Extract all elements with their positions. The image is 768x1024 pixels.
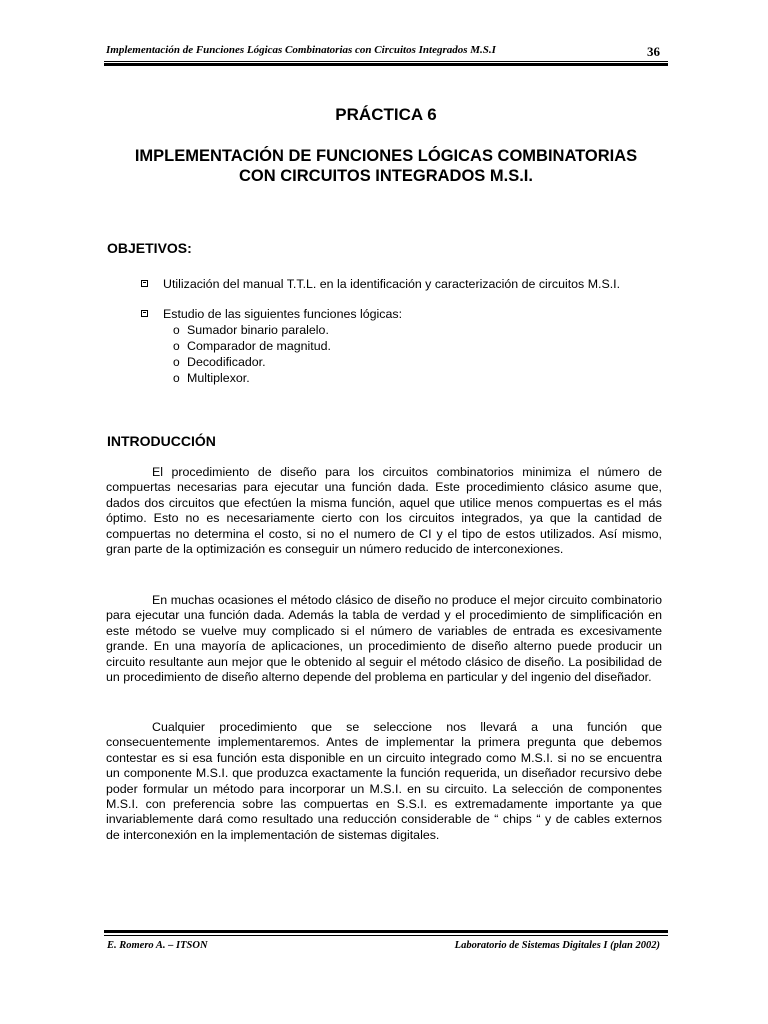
circle-bullet-icon: o xyxy=(173,355,180,369)
title-line-1: IMPLEMENTACIÓN DE FUNCIONES LÓGICAS COMBINATORIAS xyxy=(134,147,638,165)
sublist-item: o Comparador de magnitud. xyxy=(173,339,331,353)
objective-item-2-text: Estudio de las siguientes funciones lógicas: xyxy=(163,307,403,321)
footer-rule-thick xyxy=(104,930,668,933)
objective-item-2 xyxy=(139,306,663,386)
intro-paragraph-2: En muchas ocasiones el método clásico de diseño no produce el mejor circuito combinatorio para ejecutar una función dada. Además la tabla de verdad y el procedimiento de simplificación en este método se vuelve muy complicado si el número de variables de entrada es excesivamente grande. En una mayoría de aplicaciones, un procedimiento de diseño alterno puede producir un circuito resultante aun mejor que le obtenido al seguir el método clásico de diseño. La posibilidad de un procedimiento de diseño alterno depende del problema en particular y del ingenio del diseñador. xyxy=(106,593,662,685)
objectives-list xyxy=(139,276,663,386)
title-line-2: CON CIRCUITOS INTEGRADOS M.S.I. xyxy=(239,167,533,185)
square-bullet-icon xyxy=(141,310,148,317)
sublist-item: o Decodificador. xyxy=(173,355,266,369)
intro-paragraph-1: El procedimiento de diseño para los circuitos combinatorios minimiza el número de compuertas necesarias para ejecutar una función dada. Este procedimiento clásico asume que, dados dos circuitos que efectúen la misma función, aquel que utilice menos compuertas es el más óptimo. Esto no es necesariamente cierto con los circuitos integrados, ya que la cantidad de compuertas no determina el costo, si no el numero de CI y el tipo de estos utilizados. Así mismo, gran parte de la optimización es conseguir un número reducido de interconexiones. xyxy=(106,465,662,557)
footer-author: E. Romero A. – ITSON xyxy=(107,940,208,951)
introduction-heading: INTRODUCCIÓN xyxy=(107,433,216,449)
sublist-item: o Sumador binario paralelo. xyxy=(173,323,329,337)
practice-label: PRÁCTICA 6 xyxy=(335,105,437,124)
square-bullet-icon xyxy=(141,280,148,287)
objective-item-1 xyxy=(139,276,663,292)
header-rule-thick xyxy=(104,63,668,66)
running-header-title: Implementación de Funciones Lógicas Combinatorias con Circuitos Integrados M.S.I xyxy=(106,44,496,56)
objectives-heading: OBJETIVOS: xyxy=(107,240,192,256)
circle-bullet-icon: o xyxy=(173,339,180,353)
footer-rule-thin xyxy=(104,935,668,936)
document-title xyxy=(104,146,668,186)
intro-paragraph-3: Cualquier procedimiento que se seleccione nos llevará a una función que consecuentemente implementaremos. Antes de implementar la primera pregunta que debemos contestar es si esa función esta disponible en un circuito integrado como M.S.I. si no se encuentra un componente M.S.I. que produzca exactamente la función requerida, un diseñador recursivo debe poder formular un método para incorporar un M.S.I. en su circuito. La selección de componentes M.S.I. con preferencia sobre las compuertas en S.S.I. es extremadamente importante ya que invariablemente dará como resultado una reducción considerable de “ chips “ y de cables externos de interconexión en la implementación de sistemas digitales. xyxy=(106,720,662,842)
functions-sublist xyxy=(163,322,663,386)
objective-item-1-text: Utilización del manual T.T.L. en la identificación y caracterización de circuitos M.S.I. xyxy=(163,277,621,291)
circle-bullet-icon: o xyxy=(173,323,180,337)
footer-course: Laboratorio de Sistemas Digitales I (plan 2002) xyxy=(454,940,660,951)
circle-bullet-icon: o xyxy=(173,371,180,385)
page-number: 36 xyxy=(647,44,660,59)
sublist-item: o Multiplexor. xyxy=(173,371,250,385)
header-rule-thin xyxy=(104,61,668,62)
